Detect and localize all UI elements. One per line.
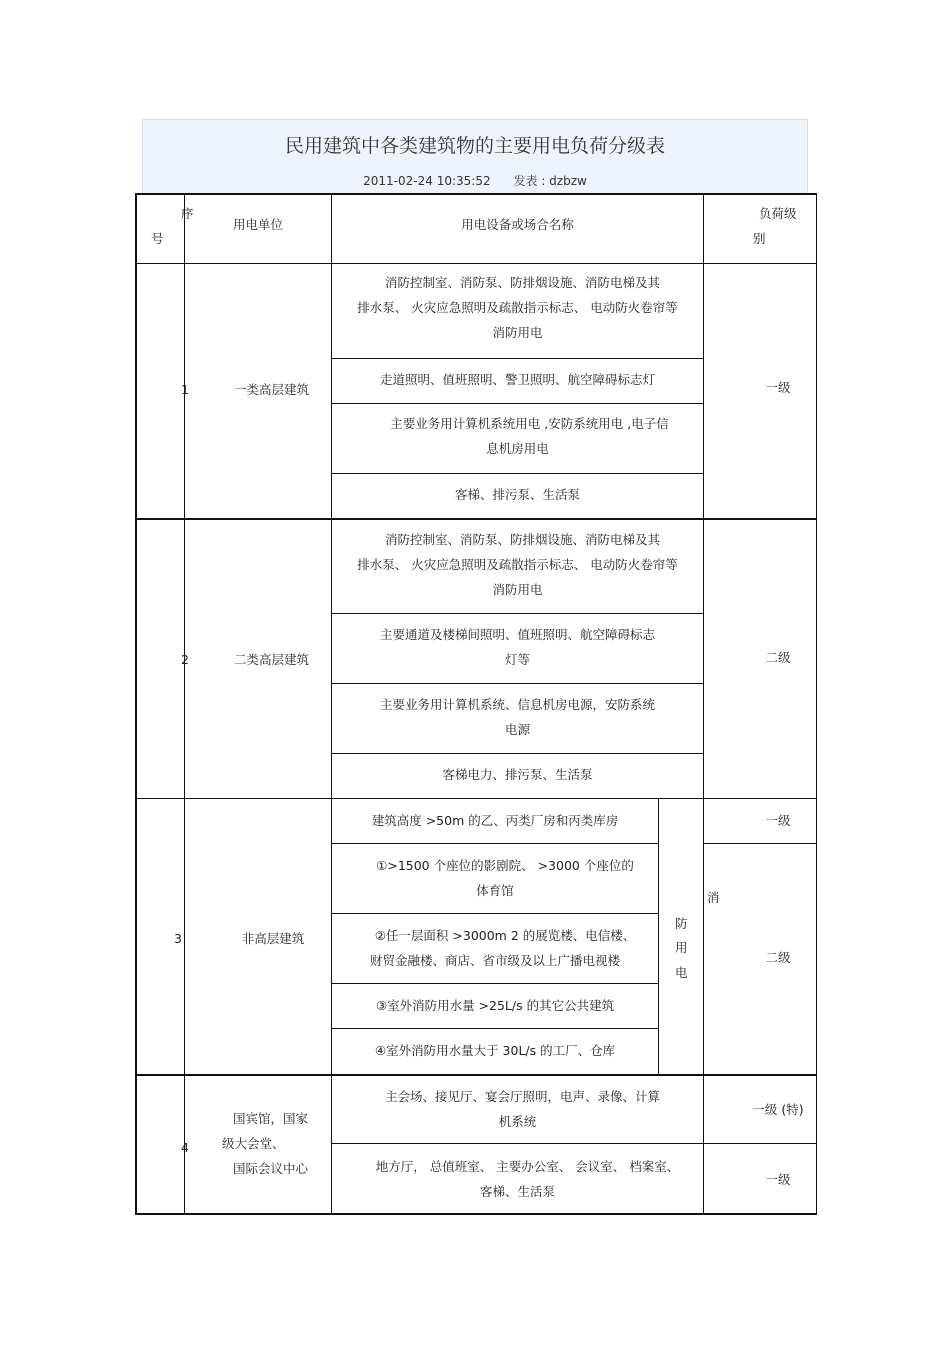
device-cell: ①>1500 个座位的影剧院、 >3000 个座位的 体育馆 — [376, 858, 634, 898]
column-header-level: 负荷级 — [759, 206, 797, 221]
column-header-seq: 号 — [151, 231, 164, 246]
table-border — [703, 193, 704, 1215]
table-border — [816, 193, 817, 1215]
device-cell: 走道照明、值班照明、警卫照明、航空障碍标志灯 — [379, 372, 655, 387]
row-seq: 4 — [181, 1140, 189, 1155]
device-cell: 客梯、排污泵、生活泵 — [454, 487, 580, 502]
table-border — [135, 518, 817, 520]
device-cell: 地方厅， 总值班室、 主要办公室、 会议室、 档案室、 客梯、生活泵 — [375, 1159, 680, 1199]
table-border — [135, 1213, 817, 1215]
page-title: 民用建筑中各类建筑物的主要用电负荷分级表 — [284, 135, 665, 157]
table-border — [331, 1143, 817, 1144]
fire-power-side-label: 防 — [675, 916, 688, 931]
device-cell: 主会场、接见厅、宴会厅照明，电声、录像、计算 机系统 — [384, 1089, 660, 1129]
row-unit: 一类高层建筑 — [233, 382, 309, 397]
table-border — [331, 683, 704, 684]
row-level: 二级 — [765, 950, 791, 965]
column-header-unit: 用电单位 — [232, 217, 283, 232]
table-border — [184, 193, 185, 1215]
row-level: 二级 — [765, 650, 791, 665]
table-border — [331, 1028, 659, 1029]
row-level: 一级 — [765, 813, 791, 828]
table-border — [658, 798, 659, 1075]
device-cell: ②任一层面积 >3000m 2 的展览楼、电信楼、 财贸金融楼、商店、省市级及以上广播电视楼 — [369, 928, 636, 968]
table-border — [135, 193, 137, 1215]
column-header-level: 别 — [753, 231, 766, 246]
row-unit: 国宾馆，国家 级大会堂、 国际会议中心 — [222, 1111, 309, 1176]
table-border — [135, 798, 817, 799]
row-seq: 3 — [174, 931, 182, 946]
device-cell: 建筑高度 >50m 的乙、丙类厂房和丙类库房 — [371, 813, 619, 828]
row-level: 一级 — [765, 1172, 791, 1187]
table-border — [703, 843, 817, 844]
table-border — [331, 613, 704, 614]
row-unit: 二类高层建筑 — [233, 652, 309, 667]
table-border — [331, 403, 704, 404]
row-level: 一级 — [765, 380, 791, 395]
device-cell: 消防控制室、消防泵、防排烟设施、消防电梯及其 排水泵、 火灾应急照明及疏散指示标志、 电动防火卷帘等 消防用电 — [357, 275, 678, 340]
table-border — [135, 263, 817, 264]
table-border — [331, 983, 659, 984]
fire-power-side-label: 消 — [707, 890, 720, 905]
table-border — [135, 1074, 817, 1076]
row-level: 一级 (特) — [752, 1102, 804, 1117]
column-header-device: 用电设备或场合名称 — [461, 217, 574, 232]
table-border — [135, 193, 817, 195]
device-cell: ③室外消防用水量 >25L/s 的其它公共建筑 — [375, 998, 615, 1013]
table-border — [331, 913, 659, 914]
device-cell: 消防控制室、消防泵、防排烟设施、消防电梯及其 排水泵、 火灾应急照明及疏散指示标志、 电动防火卷帘等 消防用电 — [357, 532, 678, 597]
device-cell: 客梯电力、排污泵、生活泵 — [442, 767, 593, 782]
device-cell: 主要业务用计算机系统用电 ,安防系统用电 ,电子信 息机房用电 — [390, 416, 669, 456]
row-seq: 1 — [181, 382, 189, 397]
fire-power-side-label: 用 — [675, 940, 688, 955]
device-cell: ④室外消防用水量大于 30L/s 的工厂、仓库 — [374, 1043, 616, 1058]
post-author: 发表 : dzbzw — [513, 174, 587, 188]
post-datetime: 2011-02-24 10:35:52 — [363, 174, 491, 188]
table-border — [331, 473, 704, 474]
device-cell: 主要业务用计算机系统、信息机房电源，安防系统 电源 — [379, 697, 655, 737]
table-border — [331, 358, 704, 359]
row-seq: 2 — [181, 652, 189, 667]
table-border — [331, 843, 659, 844]
column-header-seq: 序 — [181, 206, 194, 221]
row-unit: 非高层建筑 — [241, 931, 305, 946]
fire-power-side-label: 电 — [675, 965, 688, 980]
table-border — [331, 753, 704, 754]
device-cell: 主要通道及楼梯间照明、值班照明、航空障碍标志 灯等 — [379, 627, 655, 667]
